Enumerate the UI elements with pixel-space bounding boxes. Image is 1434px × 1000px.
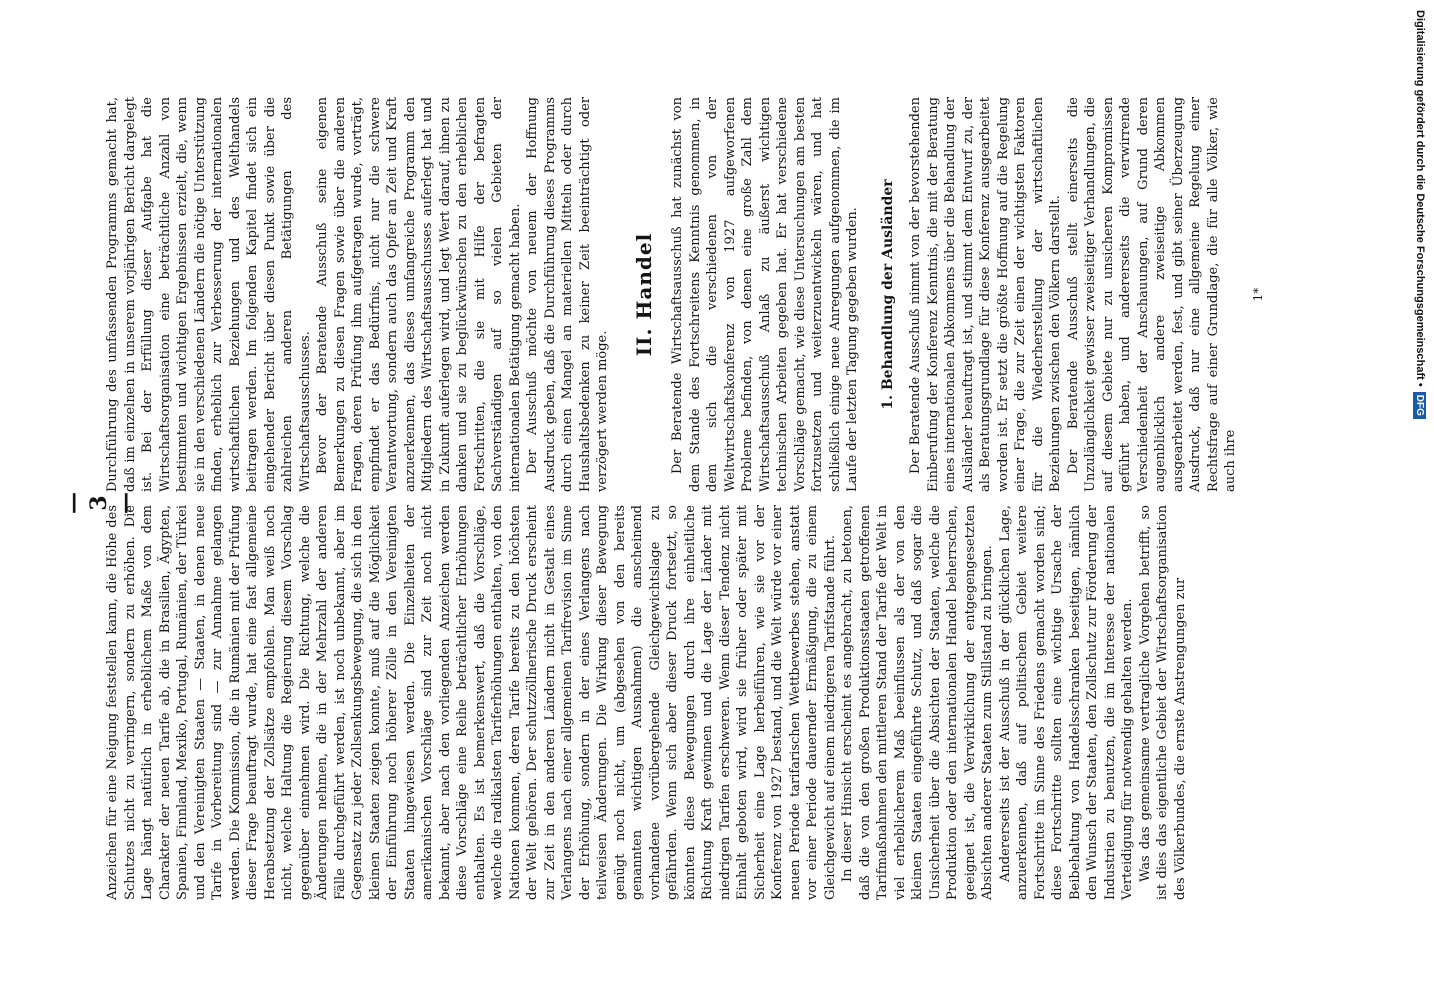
left-column bbox=[104, 505, 1188, 900]
left-paragraph: Anzeichen für eine Neigung feststellen kann, die Höhe des Schutzes nicht zu verringern, sondern zu erhöhen. Die Lage hängt natürlich in erheblichem Maße von dem Charakter der neuen Tarife ab, die in Brasilien, Ägypten, Spanien, Finnland, Mexiko, Portugal, Rumänien, der Türkei und den Vereinigten Staaten — Staaten, in denen neue Tarife in Vorbereitung sind — zur Annahme gelangen werden. Die Kommission, die in Rumänien mit der Prüfung dieser Frage beauftragt wurde, hat eine fast allgemeine Herabsetzung der Zollsätze empfohlen. Man weiß noch nicht, welche Haltung die Regierung diesem Vorschlag gegenüber einnehmen wird. Die Richtung, welche die Änderungen nehmen, die in der Mehrzahl der anderen Fälle durchgeführt werden, ist noch unbekannt, aber im Gegensatz zu jeder Zollsenkungsbewegung, die sich in den kleinen Staaten zeigen konnte, muß auf die Möglichkeit der Einführung noch höherer Zölle in den Vereinigten Staaten hingewiesen werden. Die Einzelheiten der amerikanischen Vorschläge sind zur Zeit noch nicht bekannt, aber nach den vorliegenden Anzeichen werden diese Vorschläge eine Reihe beträchtlicher Erhöhungen enthalten. Es ist bemerkenswert, daß die Vorschläge, welche die radikalsten Tariferhöhungen enthalten, von den Nationen kommen, deren Tarife bereits zu den höchsten der Welt gehören. Der schutzzöllnerische Druck erscheint zur Zeit in den anderen Ländern nicht in Gestalt eines Verlangens nach einer allgemeinen Tarifrevision im Sinne der Erhöhung, sondern in der eines Verlangens nach teilweisen Änderungen. Die Wirkung dieser Bewegung genügt noch nicht, um (abgesehen von den bereits genannten wichtigen Ausnahmen) die anscheinend vorhandene vorübergehende Gleichgewichtslage zu gefährden. Wenn sich aber dieser Druck fortsetzt, so könnten diese Bewegungen durch ihre einheitliche Richtung Kraft gewinnen und die Lage der Länder mit niedrigen Tarifen erschweren. Wenn dieser Tendenz nicht Einhalt geboten wird, wird sie früher oder später mit Sicherheit eine Lage herbeiführen, wie sie vor der Konferenz von 1927 bestand, und die Welt würde vor einer neuen Periode tarifarischen Wettbewerbes stehen, anstatt vor einer Periode dauernder Ermäßigung, die zu einem Gleichgewicht auf einem niedrigeren Tarifstande führt. bbox=[105, 505, 838, 900]
dfg-logo: DFG bbox=[1413, 392, 1426, 419]
sheet-signature-mark: 1* bbox=[1250, 287, 1265, 302]
right-paragraph: Durchführung des umfassenden Programms gemacht hat, daß im einzelnen in unserem vorjährigen Bericht dargelegt ist. Bei der Erfüllung dieser Aufgabe hat die Wirtschaftsorganisation eine beträchtliche Anzahl von bestimmten und wichtigen Ergebnissen erzielt, die, wenn sie in den verschiedenen Ländern die nötige Unterstützung finden, erheblich zur Verbesserung der internationalen wirtschaftlichen Beziehungen und des Welthandels beitragen werden. Im folgenden Kapitel findet sich ein eingehender Bericht über diesen Punkt sowie über die zahlreichen anderen Betätigungen des Wirtschaftsausschusses. bbox=[105, 97, 313, 492]
right-paragraph: Bevor der Beratende Ausschuß seine eigenen Bemerkungen zu diesen Fragen sowie über die anderen Fragen, deren Prüfung ihm aufgetragen wurde, vorträgt, empfindet er das Bedürfnis, nicht nur die schwere Verantwortung, sondern auch das Opfer an Zeit und Kraft anzuerkennen, das dieses umfangreiche Programm den Mitgliedern des Wirtschaftsausschusses auferlegt hat und in Zukunft auferlegen wird, und legt Wert darauf, ihnen zu danken und sie zu beglückwünschen zu den erheblichen Fortschritten, die sie mit Hilfe der befragten Sachverständigen auf so vielen Gebieten der internationalen Betätigung gemacht haben. bbox=[315, 97, 523, 492]
right-column bbox=[104, 97, 1265, 492]
subsection-heading: 1. Behandlung der Ausländer bbox=[879, 179, 896, 410]
credit-rotated bbox=[1400, 0, 1434, 1000]
page-number: — 3 — bbox=[60, 486, 138, 514]
digitization-credit-strip bbox=[1400, 0, 1434, 1000]
section-heading: II. Handel bbox=[631, 232, 656, 357]
right-paragraph: Der Beratende Ausschuß stellt einerseits die Unzulänglichkeit gewisser zweiseitiger Verhandlungen, die auf diesem Gebiete nur zu unsicheren Kompromissen geführt haben, und andererseits die verwirrende Verschiedenheit der Anschauungen, auf Grund deren augenblicklich andere zweiseitige Abkommen ausgearbeitet werden, fest, und gibt seiner Überzeugung Ausdruck, daß nur eine allgemeine Regelung einer Rechtsfrage auf einer Grundlage, die für alle Völker, wie auch ihre bbox=[1065, 97, 1238, 492]
right-paragraph: Der Ausschuß möchte von neuem der Hoffnung Ausdruck geben, daß die Durchführung dieses Programms durch einen Mangel an materiellen Mitteln oder durch Haushaltsbedenken zu keiner Zeit beeinträchtigt oder verzögert werden möge. bbox=[525, 97, 610, 492]
left-paragraph: Was das gemeinsame vertragliche Vorgehen betrifft, so ist dies das eigentliche Gebiet der Wirtschaftsorganisation des Völkerbundes, die ernste Anstrengungen zur bbox=[1137, 505, 1188, 900]
left-paragraph: In dieser Hinsicht erscheint es angebracht, zu betonen, daß die von den großen Produktionsstaaten getroffenen Tarifmaßnahmen den mittleren Stand der Tarife der Welt in viel erheblicherem Maß beeinflussen als der von den kleinen Staaten eingeführte Schutz, und daß sogar die Unsicherheit über die Absichten der Staaten, welche die Produktion oder den internationalen Handel beherrschen, geeignet ist, die Verwirklichung der entgegengesetzten Absichten anderer Staaten zum Stillstand zu bringen. bbox=[840, 505, 995, 900]
right-paragraph: Der Beratende Wirtschaftsausschuß hat zunächst von dem Stande des Fortschreitens Kenntnis genommen, in dem sich die verschiedenen von der Weltwirtschaftskonferenz von 1927 aufgeworfenen Probleme befinden, von denen eine große Zahl dem Wirtschaftsausschuß Anlaß zu äußerst wichtigen technischen Arbeiten gegeben hat. Er hat verschiedene Vorschläge gemacht, wie diese Untersuchungen am besten fortzusetzen und weiterzuentwickeln wären, und hat schließlich einige neue Anregungen aufgenommen, die im Laufe der letzten Tagung gegeben wurden. bbox=[670, 97, 860, 492]
right-paragraph: Der Beratende Ausschuß nimmt von der bevorstehenden Einberufung der Konferenz Kenntnis, die mit der Beratung eines internationalen Abkommens über die Behandlung der Ausländer beauftragt ist, und stimmt dem Entwurf zu, der als Beratungsgrundlage für diese Konferenz ausgearbeitet worden ist. Er setzt die größte Hoffnung auf die Regelung einer Frage, die zur Zeit einen der wichtigsten Faktoren für die Wiederherstellung der wirtschaftlichen Beziehungen zwischen den Völkern darstellt. bbox=[908, 97, 1063, 492]
credit-text: Digitalisierung gefördert durch die Deutsche Forschungsgemeinschaft • bbox=[1414, 10, 1426, 387]
page-header bbox=[60, 0, 138, 1000]
left-paragraph: Andererseits ist der Ausschuß in der glücklichen Lage, anzuerkennen, daß auf politischem Gebiet weitere Fortschritte im Sinne des Friedens gemacht worden sind; diese Fortschritte sollten eine wichtige Ursache der Beibehaltung von Handelsschranken beseitigen, nämlich den Wunsch der Staaten, den Zollschutz zur Förderung der Industrien zu benutzen, die im Interesse der nationalen Verteidigung für notwendig gehalten werden. bbox=[997, 505, 1135, 900]
digitization-credit bbox=[1413, 0, 1426, 1000]
